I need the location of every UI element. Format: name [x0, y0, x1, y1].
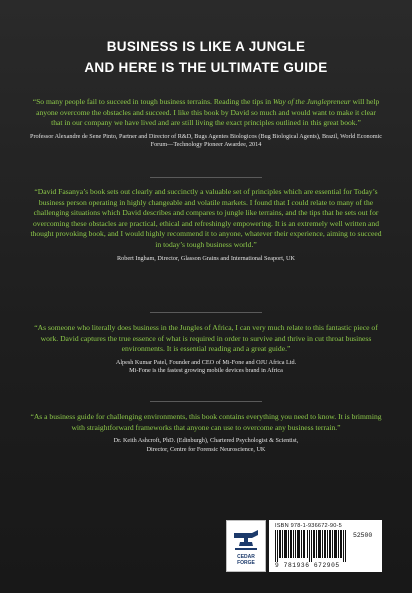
attribution-line: Robert Ingham, Director, Glasson Grains and International Seaport, UK [117, 254, 295, 262]
book-title-italic: Way of the Junglepreneur [272, 97, 351, 106]
anvil-icon [232, 527, 260, 553]
testimonial-4 [30, 412, 382, 454]
testimonial-attribution [30, 133, 382, 150]
price-code: 52500 [353, 532, 373, 539]
testimonial-1 [30, 97, 382, 150]
attribution-line: Professor Alexandre de Sene Pinto, Partner and Director of R&D, Bugs Agentes Biologicos (Bug Biological Agents), Brazil, World Economic Forum—Technology Pioneer Awardee, 2014 [30, 132, 383, 149]
testimonial-attribution [30, 255, 382, 264]
testimonial-attribution [30, 359, 382, 376]
attribution-line: Director, Centre for Forensic Neuroscience, UK [146, 445, 266, 453]
testimonial-quote: “David Fasanya’s book sets out clearly and succinctly a valuable set of principles which are essential for Today’s business person operating in highly changeable and volatile markets. I found that I could relate to many of the challenging situations which David describes and compares to jungle like terrains, and the tips that he sets out for overcoming these obstacles are practical, ethical and refreshingly empowering. It is an extremely well written and thought provoking book, and I would highly recommend it to anyone, whatever their experience, aiming to succeed in today’s tough business world.” [30, 187, 382, 249]
barcode-bars-icon [273, 530, 351, 562]
attribution-line: Mi-Fone is the fastest growing mobile devices brand in Africa [129, 367, 283, 375]
cover-headline [0, 36, 412, 78]
headline-line-2: AND HERE IS THE ULTIMATE GUIDE [84, 60, 328, 75]
testimonial-quote [30, 97, 382, 129]
divider [150, 177, 262, 178]
testimonial-quote: “As someone who literally does business in the Jungles of Africa, I can very much relate to this fantastic piece of work. David captures the true essence of what is required in order to survive and thrive in cut throat business environments. It is essential reading and a great guide.” [34, 323, 378, 354]
publisher-name-line-1: CEDAR [237, 554, 255, 560]
publisher-logo [226, 520, 266, 572]
ean-number: 9 781936 672905 [275, 562, 340, 569]
divider [150, 401, 262, 402]
testimonial-attribution [30, 437, 382, 454]
attribution-line: Dr. Keith Ashcroft, PhD. (Edinburgh), Chartered Psychologist & Scientist, [113, 437, 299, 445]
isbn-text: ISBN 978-1-936672-90-5 [275, 523, 342, 529]
publisher-name-line-2: FORGE [237, 560, 255, 566]
testimonial-3 [30, 323, 382, 376]
barcode [269, 520, 382, 572]
quote-text-part: “So many people fail to succeed in tough business terrains. Reading the tips in [32, 97, 273, 106]
attribution-line: Alpesh Kumar Patel, Founder and CEO of Mi-Fone and OJU Africa Ltd. [115, 358, 297, 366]
testimonial-quote: “As a business guide for challenging environments, this book contains everything you need to know. It is brimming with straightforward frameworks that anyone can use to overcome any business terrain.” [30, 412, 382, 432]
quote-text-part: will help anyone overcome the obstacles and succeed. I like this book by David so much and would want to make it clear that in our company we have lived and are still living the exact principles outlined in this great book.” [36, 97, 380, 128]
testimonial-2 [30, 187, 382, 263]
headline-line-1: BUSINESS IS LIKE A JUNGLE [106, 39, 306, 54]
divider [150, 312, 262, 313]
